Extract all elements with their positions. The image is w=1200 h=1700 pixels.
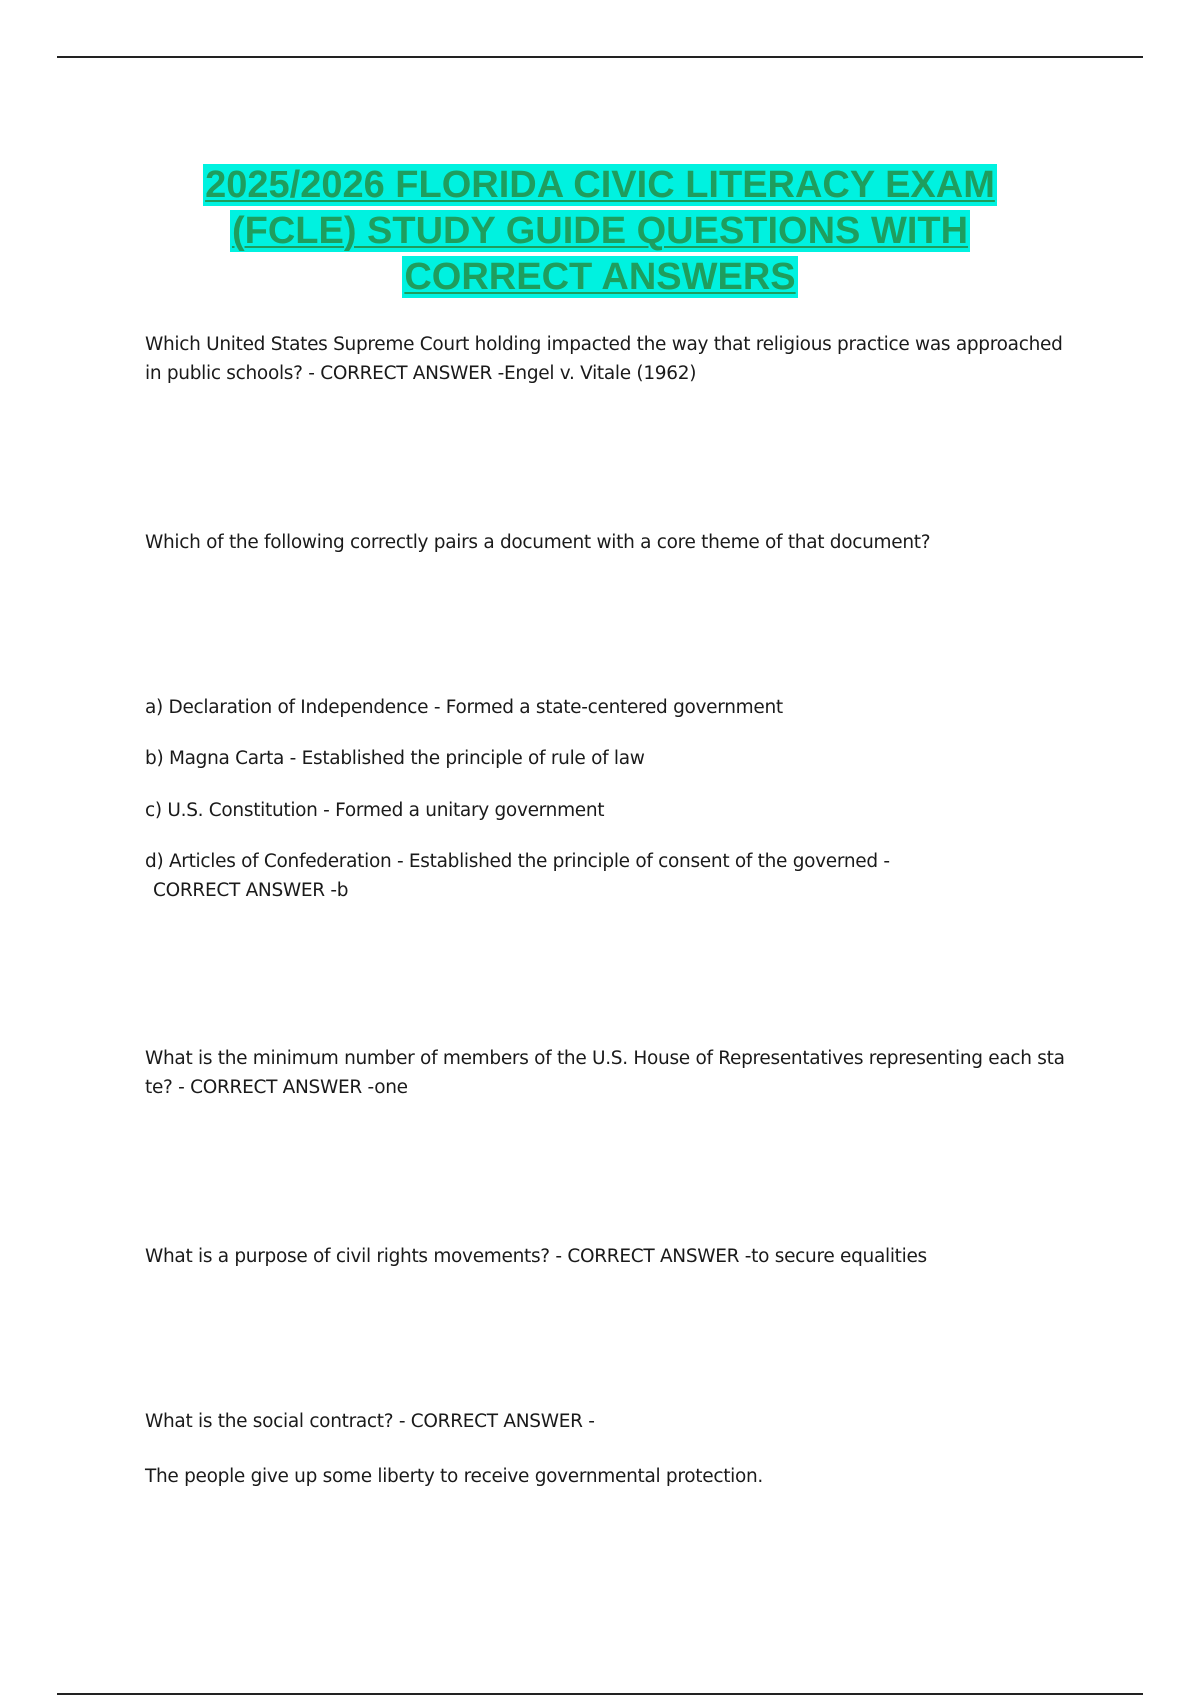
question-1-line-1: Which United States Supreme Court holding impacted the way that religious practice was approached bbox=[145, 334, 1063, 355]
title-line-1: 2025/2026 FLORIDA CIVIC LITERACY EXAM bbox=[205, 164, 995, 206]
option-d: d) Articles of Confederation - Established the principle of consent of the governed - bbox=[145, 851, 890, 872]
question-3-line-1: What is the minimum number of members of the U.S. House of Representatives representing each sta bbox=[145, 1048, 1065, 1069]
question-5-answer: The people give up some liberty to receive governmental protection. bbox=[145, 1466, 764, 1487]
option-b: b) Magna Carta - Established the principle of rule of law bbox=[145, 748, 645, 769]
document-title bbox=[57, 162, 1143, 300]
question-3-line-2: te? - CORRECT ANSWER -one bbox=[145, 1077, 408, 1098]
question-5: What is the social contract? - CORRECT ANSWER - bbox=[145, 1411, 595, 1432]
question-2: Which of the following correctly pairs a document with a core theme of that document? bbox=[145, 532, 931, 553]
question-2-answer: CORRECT ANSWER -b bbox=[153, 880, 349, 901]
title-line-3: CORRECT ANSWERS bbox=[404, 256, 796, 298]
top-rule bbox=[57, 56, 1143, 58]
option-a: a) Declaration of Independence - Formed a state-centered government bbox=[145, 697, 783, 718]
title-line-2: (FCLE) STUDY GUIDE QUESTIONS WITH bbox=[231, 210, 969, 252]
question-3 bbox=[145, 1044, 1075, 1102]
option-c: c) U.S. Constitution - Formed a unitary government bbox=[145, 800, 605, 821]
question-1-line-2: in public schools? - CORRECT ANSWER -Engel v. Vitale (1962) bbox=[145, 363, 697, 384]
bottom-rule bbox=[57, 1693, 1143, 1695]
option-d-block bbox=[145, 847, 1075, 905]
question-1 bbox=[145, 330, 1075, 388]
question-4: What is a purpose of civil rights movements? - CORRECT ANSWER -to secure equalities bbox=[145, 1246, 927, 1267]
